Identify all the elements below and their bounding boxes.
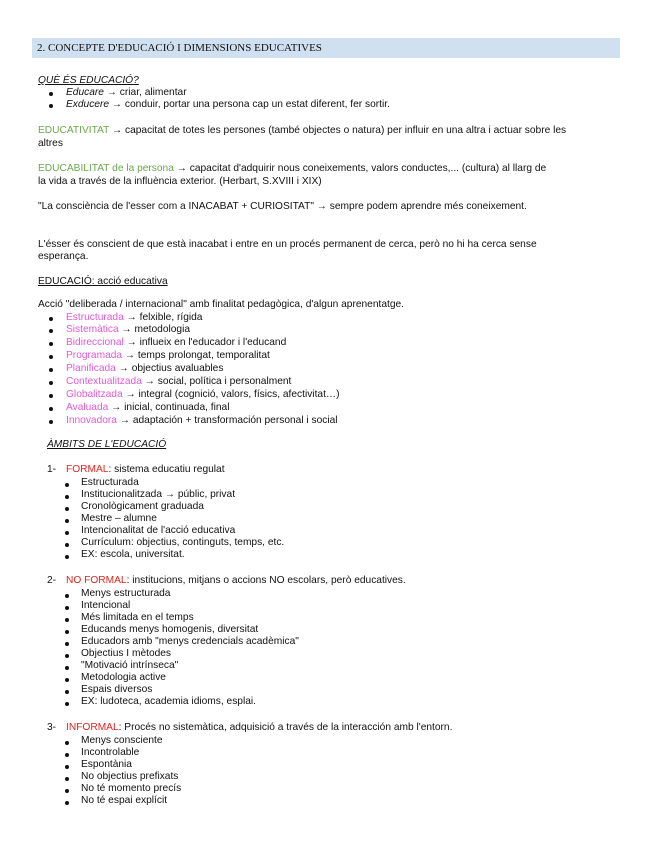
bullet xyxy=(65,507,69,511)
educativitat-term: EDUCATIVITAT xyxy=(38,125,110,136)
list-item: EX: ludoteca, academia idioms, esplai. xyxy=(81,696,256,707)
group-desc: : sistema educatiu regulat xyxy=(108,464,225,475)
bullet xyxy=(49,329,53,333)
list-item: Currículum: objectius, continguts, temps, etc. xyxy=(81,537,285,548)
term: Contextualitzada xyxy=(66,376,142,387)
list-item xyxy=(66,99,390,111)
list-item xyxy=(66,87,187,99)
bullet xyxy=(65,702,69,706)
term: Exducere xyxy=(66,99,110,110)
list-item xyxy=(66,337,286,349)
bullet xyxy=(65,642,69,646)
list-item: "Motivació intrínseca" xyxy=(81,660,179,671)
group-number: 1- xyxy=(47,464,57,475)
bullet xyxy=(65,594,69,598)
bullet xyxy=(65,765,69,769)
group-number: 3- xyxy=(47,722,57,733)
bullet xyxy=(65,630,69,634)
list-item: Intencional xyxy=(81,600,131,611)
term: Planificada xyxy=(66,363,116,374)
bullet xyxy=(65,555,69,559)
section-heading-bar xyxy=(32,38,620,58)
list-item: Objectius I mètodes xyxy=(81,648,172,659)
bullet xyxy=(65,753,69,757)
bullet xyxy=(65,519,69,523)
list-item: Espais diversos xyxy=(81,684,153,695)
quote-line: "La consciència de l'esser com a INACABAT + CURIOSITAT" → sempre podem aprendre més coneixement. xyxy=(38,201,527,212)
list-item xyxy=(66,376,291,388)
bullet xyxy=(49,342,53,346)
bullet xyxy=(65,666,69,670)
bullet xyxy=(49,355,53,359)
bullet xyxy=(49,104,53,108)
term: Globalitzada xyxy=(66,389,123,400)
bullet xyxy=(65,741,69,745)
list-item: EX: escola, universitat. xyxy=(81,549,185,560)
educabilitat-term: EDUCABILITAT de la persona xyxy=(38,163,174,174)
bullet xyxy=(65,654,69,658)
term: Programada xyxy=(66,350,123,361)
list-item xyxy=(66,363,223,375)
bullet xyxy=(49,381,53,385)
list-item: No té espai explícit xyxy=(81,795,168,806)
definition: → adaptación + transformación personal i social xyxy=(116,415,338,426)
bullet xyxy=(49,92,53,96)
list-item: Educands menys homogenis, diversitat xyxy=(81,624,259,635)
definition: → inicial, continuada, final xyxy=(108,402,230,413)
definition: → influeix en l'educador i l'educand xyxy=(123,337,287,348)
group-desc: : institucions, mitjans o accions NO escolars, però educatives. xyxy=(126,575,406,586)
bullet xyxy=(65,483,69,487)
group-heading xyxy=(66,464,225,476)
list-item: Institucionalitzada → públic, privat xyxy=(81,489,236,500)
list-item xyxy=(66,415,338,427)
definition: → objectius avaluables xyxy=(115,363,224,374)
definition: → criar, alimentar xyxy=(103,87,187,98)
list-item: Incontrolable xyxy=(81,747,140,758)
term: Estructurada xyxy=(66,312,124,323)
bullet xyxy=(65,789,69,793)
bullet xyxy=(49,368,53,372)
ambits-title: ÀMBITS DE L'EDUCACIÓ xyxy=(47,439,167,450)
educabilitat-line2: la vida a través de la influència exterior. (Herbart, S.XVIII i XIX) xyxy=(38,176,322,187)
definition: → temps prolongat, temporalitat xyxy=(122,350,270,361)
esser-line2: esperança. xyxy=(38,251,89,262)
bullet xyxy=(65,543,69,547)
group-number: 2- xyxy=(47,575,57,586)
bullet xyxy=(65,678,69,682)
list-item: Intencionalitat de l'acció educativa xyxy=(81,525,236,536)
educativitat-text: → capacitat de totes les persones (també objectes o natura) per influir en una altra i actuar sobre les xyxy=(109,125,567,136)
educativitat-line2: altres xyxy=(38,138,63,149)
bullet xyxy=(65,618,69,622)
list-item: No objectius prefixats xyxy=(81,771,179,782)
bullet xyxy=(49,407,53,411)
list-item xyxy=(66,389,339,401)
educabilitat-text: → capacitat d'adquirir nous coneixements, valors conductes,... (cultura) al llarg de xyxy=(173,163,547,174)
list-item xyxy=(66,402,229,414)
definition: → social, política i personalment xyxy=(141,376,292,387)
list-item: Menys consciente xyxy=(81,735,163,746)
list-item xyxy=(66,350,270,362)
definition: → integral (cognició, valors, físics, afectivitat…) xyxy=(122,389,340,400)
definition: → conduir, portar una persona cap un estat diferent, fer sortir. xyxy=(109,99,390,110)
bullet xyxy=(65,495,69,499)
term: Sistemàtica xyxy=(66,324,119,335)
group-term: FORMAL xyxy=(66,464,109,475)
list-item: Cronològicament graduada xyxy=(81,501,204,512)
term: Avaluada xyxy=(66,402,109,413)
bullet xyxy=(49,317,53,321)
accio-intro: Acció "deliberada / internacional" amb finalitat pedagògica, d'algun aprenentatge. xyxy=(38,299,404,310)
group-term: NO FORMAL xyxy=(66,575,127,586)
bullet xyxy=(65,777,69,781)
bullet xyxy=(65,531,69,535)
list-item: Estructurada xyxy=(81,477,139,488)
group-desc: : Procés no sistemàtica, adquisició a través de la interacción amb l'entorn. xyxy=(118,722,453,733)
group-term: INFORMAL xyxy=(66,722,119,733)
educativitat-line1 xyxy=(38,125,615,137)
term: Innovadora xyxy=(66,415,117,426)
list-item: Educadors amb "menys credencials acadèmica" xyxy=(81,636,299,647)
bullet xyxy=(65,690,69,694)
list-item: Mestre – alumne xyxy=(81,513,157,524)
list-item xyxy=(66,324,190,336)
definition: → metodologia xyxy=(118,324,191,335)
bullet xyxy=(65,606,69,610)
list-item: Espontània xyxy=(81,759,132,770)
accio-title: EDUCACIÓ: acció educativa xyxy=(38,276,168,287)
educabilitat-line1 xyxy=(38,163,546,175)
term: Bidireccional xyxy=(66,337,124,348)
esser-line1: L'ésser és conscient de que està inacabat i entre en un procés permanent de cerca, però no hi ha cerca sense xyxy=(38,239,537,250)
bullet xyxy=(49,394,53,398)
list-item: Menys estructurada xyxy=(81,588,171,599)
bullet xyxy=(65,801,69,805)
definition: → felxible, rígida xyxy=(123,312,203,323)
term: Educare xyxy=(66,87,104,98)
section-heading: 2. CONCEPTE D'EDUCACIÓ I DIMENSIONS EDUCATIVES xyxy=(37,42,322,54)
bullet xyxy=(49,420,53,424)
que-es-title: QUÈ ÉS EDUCACIÓ? xyxy=(38,75,139,86)
list-item: Metodologia active xyxy=(81,672,166,683)
group-heading xyxy=(66,575,406,587)
group-heading xyxy=(66,722,452,734)
list-item xyxy=(66,312,202,324)
list-item: Més limitada en el temps xyxy=(81,612,194,623)
list-item: No té momento precís xyxy=(81,783,182,794)
